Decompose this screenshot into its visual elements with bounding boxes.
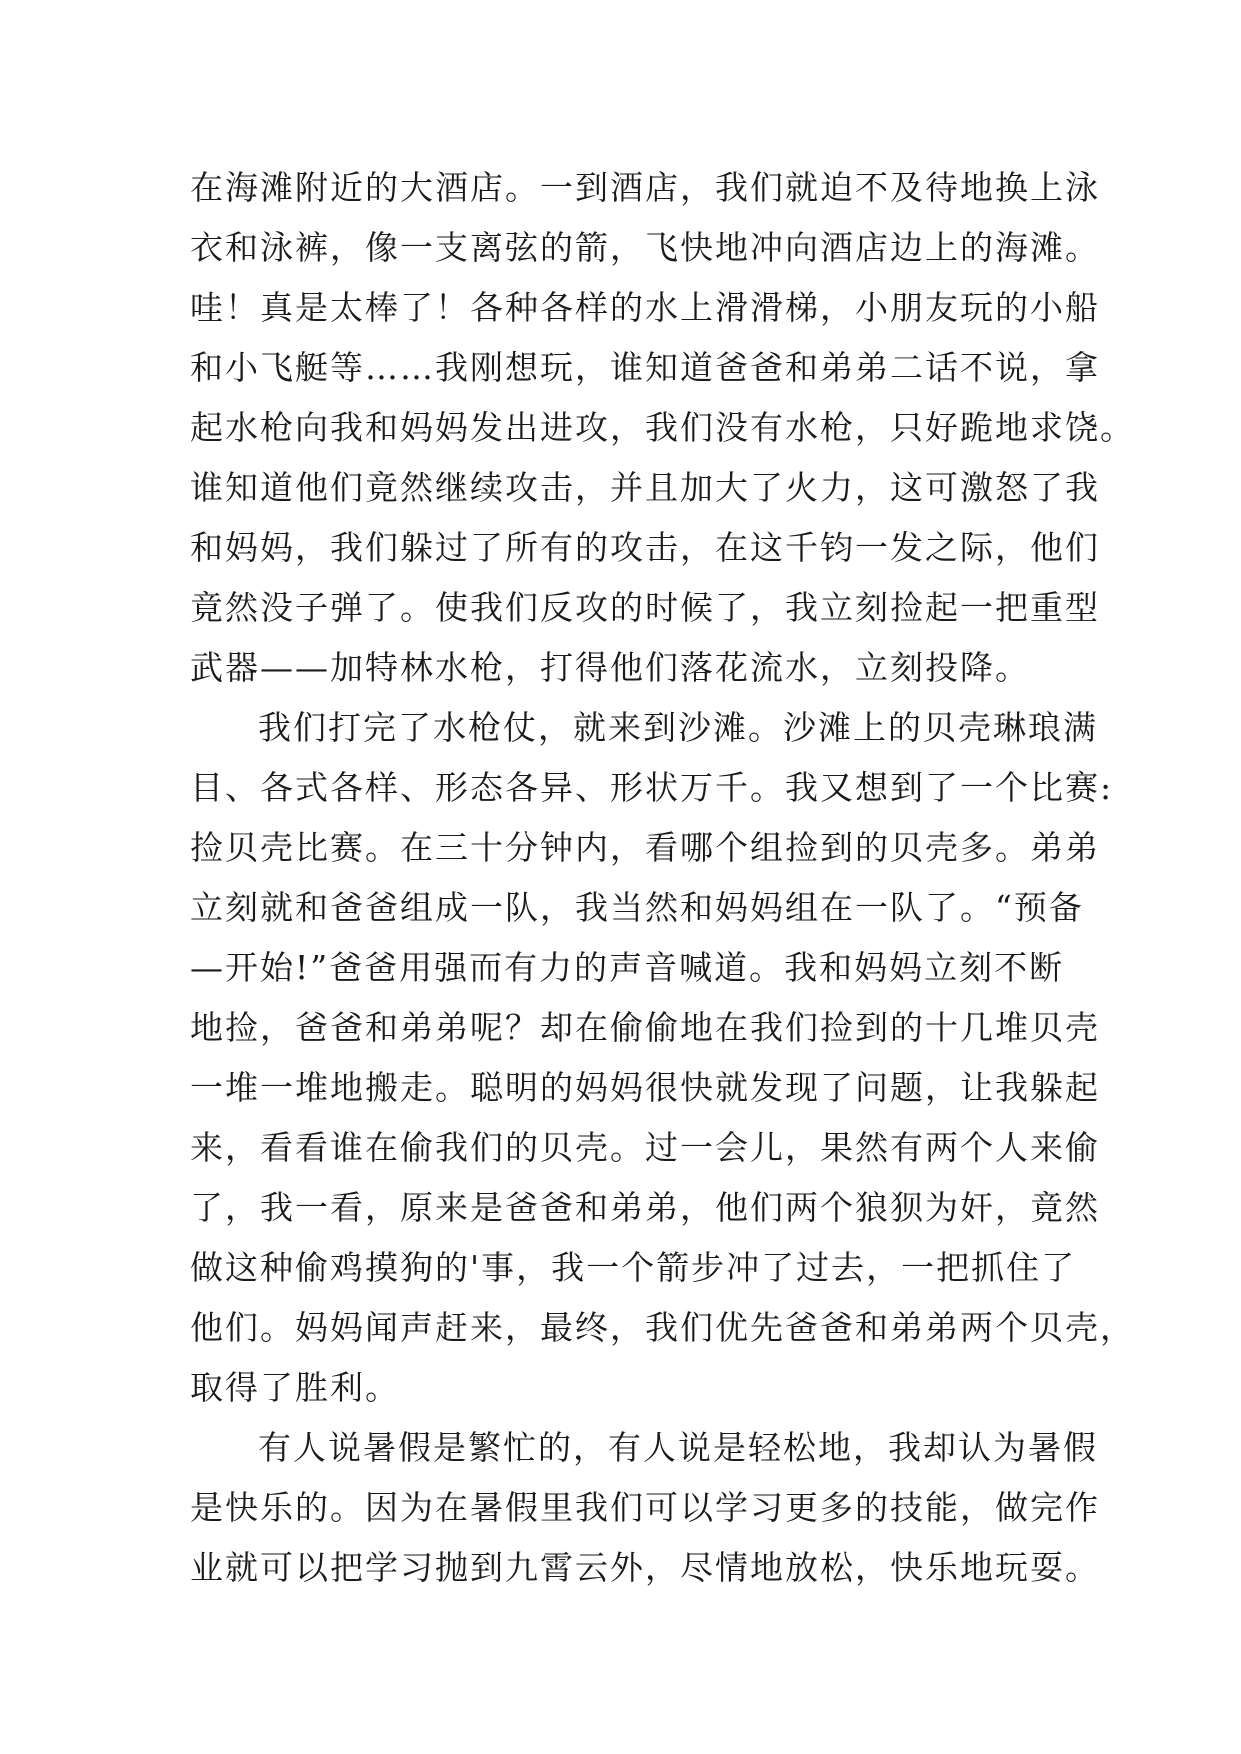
text-line: 哇！真是太棒了！各种各样的水上滑滑梯，小朋友玩的小船 <box>190 288 1100 327</box>
text-line: 是快乐的。因为在暑假里我们可以学习更多的技能，做完作 <box>190 1488 1100 1527</box>
text-line: 和小飞艇等……我刚想玩，谁知道爸爸和弟弟二话不说，拿 <box>190 348 1100 387</box>
text-line: 在海滩附近的大酒店。一到酒店，我们就迫不及待地换上泳 <box>190 168 1100 207</box>
text-line: 取得了胜利。 <box>190 1368 400 1407</box>
text-line: 衣和泳裤，像一支离弦的箭，飞快地冲向酒店边上的海滩。 <box>190 228 1100 267</box>
text-line: 我们打完了水枪仗，就来到沙滩。沙滩上的贝壳琳琅满 <box>258 708 1098 747</box>
paragraph-3 <box>190 1418 1100 1598</box>
text-line: 武器——加特林水枪，打得他们落花流水，立刻投降。 <box>190 648 1030 687</box>
paragraph-1 <box>190 158 1135 698</box>
text-line: —开始!”爸爸用强而有力的声音喊道。我和妈妈立刻不断 <box>190 948 1065 987</box>
text-line: 竟然没子弹了。使我们反攻的时候了，我立刻捡起一把重型 <box>190 588 1100 627</box>
text-line: 了，我一看，原来是爸爸和弟弟，他们两个狼狈为奸，竟然 <box>190 1188 1100 1227</box>
text-line: 立刻就和爸爸组成一队，我当然和妈妈组在一队了。“预备 <box>190 888 1084 927</box>
text-line: 和妈妈，我们躲过了所有的攻击，在这千钧一发之际，他们 <box>190 528 1100 567</box>
text-line: 目、各式各样、形态各异、形状万千。我又想到了一个比赛: <box>190 768 1114 807</box>
paragraph-2 <box>190 698 1135 1418</box>
text-line: 一堆一堆地搬走。聪明的妈妈很快就发现了问题，让我躲起 <box>190 1068 1100 1107</box>
text-line: 谁知道他们竟然继续攻击，并且加大了火力，这可激怒了我 <box>190 468 1100 507</box>
text-line: 捡贝壳比赛。在三十分钟内，看哪个组捡到的贝壳多。弟弟 <box>190 828 1100 867</box>
text-line: 来，看看谁在偷我们的贝壳。过一会儿，果然有两个人来偷 <box>190 1128 1100 1167</box>
text-line: 起水枪向我和妈妈发出进攻，我们没有水枪，只好跪地求饶。 <box>190 408 1135 447</box>
text-line: 地捡，爸爸和弟弟呢？却在偷偷地在我们捡到的十几堆贝壳 <box>190 1008 1100 1047</box>
text-line: 有人说暑假是繁忙的，有人说是轻松地，我却认为暑假 <box>258 1428 1098 1467</box>
body-text <box>190 158 1135 1598</box>
text-line: 他们。妈妈闻声赶来，最终，我们优先爸爸和弟弟两个贝壳， <box>190 1308 1135 1347</box>
text-line: 做这种偷鸡摸狗的'事，我一个箭步冲了过去，一把抓住了 <box>190 1248 1077 1287</box>
text-line: 业就可以把学习抛到九霄云外，尽情地放松，快乐地玩耍。 <box>190 1548 1100 1587</box>
